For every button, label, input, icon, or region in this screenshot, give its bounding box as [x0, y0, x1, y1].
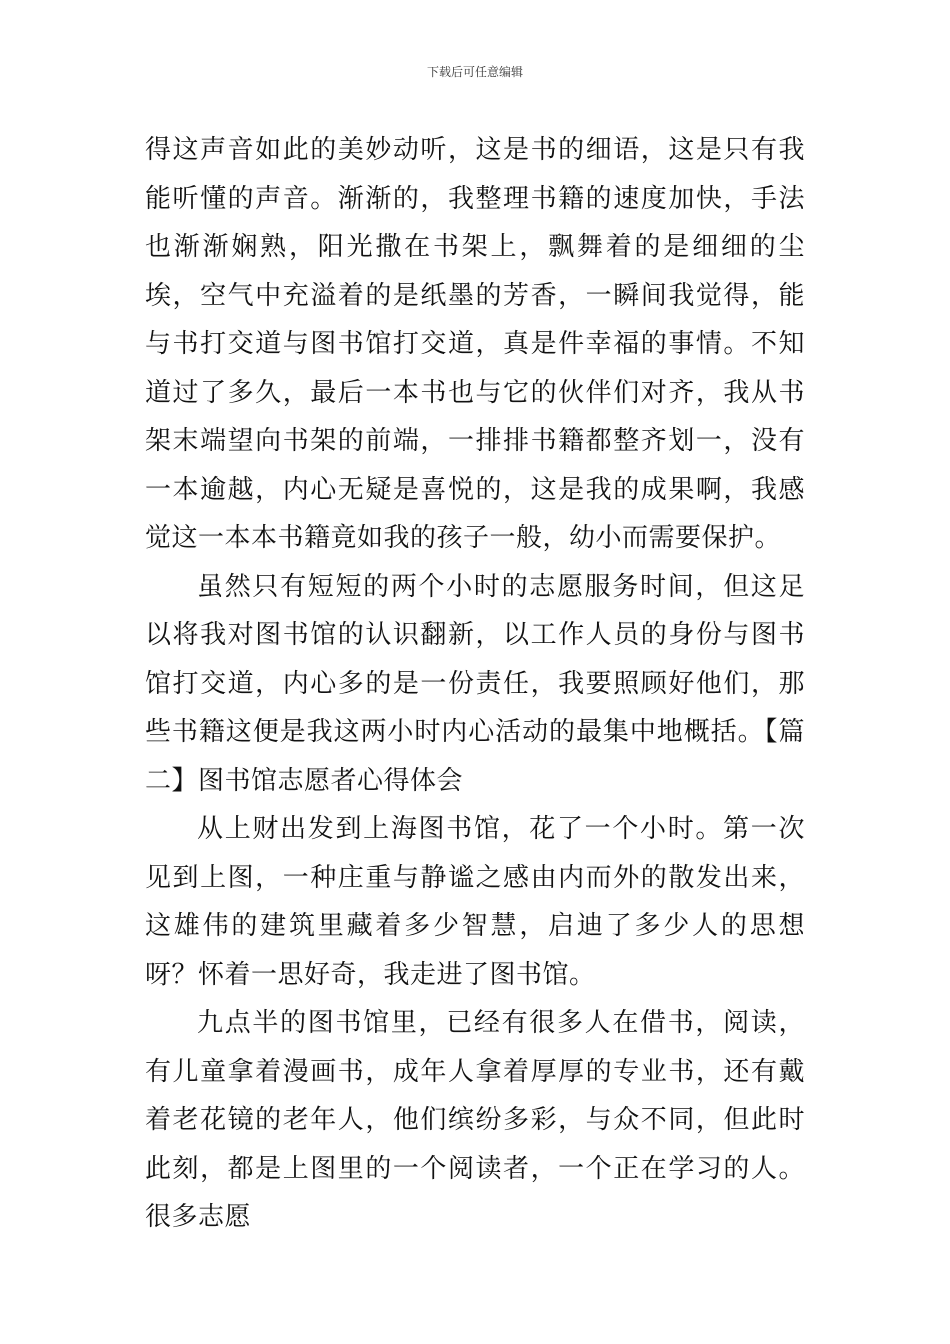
document-body [145, 126, 805, 1242]
paragraph-2: 虽然只有短短的两个小时的志愿服务时间，但这足以将我对图书馆的认识翻新，以工作人员的身份与图书馆打交道，内心多的是一份责任，我要照顾好他们，那些书籍这便是我这两小时内心活动的最集中地概括。【篇二】图书馆志愿者心得体会 [145, 571, 805, 796]
paragraph-3: 从上财出发到上海图书馆，花了一个小时。第一次见到上图，一种庄重与静谧之感由内而外的散发出来，这雄伟的建筑里藏着多少智慧，启迪了多少人的思想呀？怀着一思好奇，我走进了图书馆。 [145, 814, 805, 990]
page-header-note: 下载后可任意编辑 [426, 65, 523, 79]
paragraph-1: 得这声音如此的美妙动听，这是书的细语，这是只有我能听懂的声音。渐渐的，我整理书籍的速度加快，手法也渐渐娴熟，阳光撒在书架上，飘舞着的是细细的尘埃，空气中充溢着的是纸墨的芳香，一瞬间我觉得，能与书打交道与图书馆打交道，真是件幸福的事情。不知道过了多久，最后一本书也与它的伙伴们对齐，我从书架末端望向书架的前端，一排排书籍都整齐划一，没有一本逾越，内心无疑是喜悦的，这是我的成果啊，我感觉这一本本书籍竟如我的孩子一般，幼小而需要保护。 [145, 135, 805, 553]
paragraph-4: 九点半的图书馆里，已经有很多人在借书，阅读，有儿童拿着漫画书，成年人拿着厚厚的专业书，还有戴着老花镜的老年人，他们缤纷多彩，与众不同，但此时此刻，都是上图里的一个阅读者，一个正在学习的人。很多志愿 [145, 1008, 805, 1232]
